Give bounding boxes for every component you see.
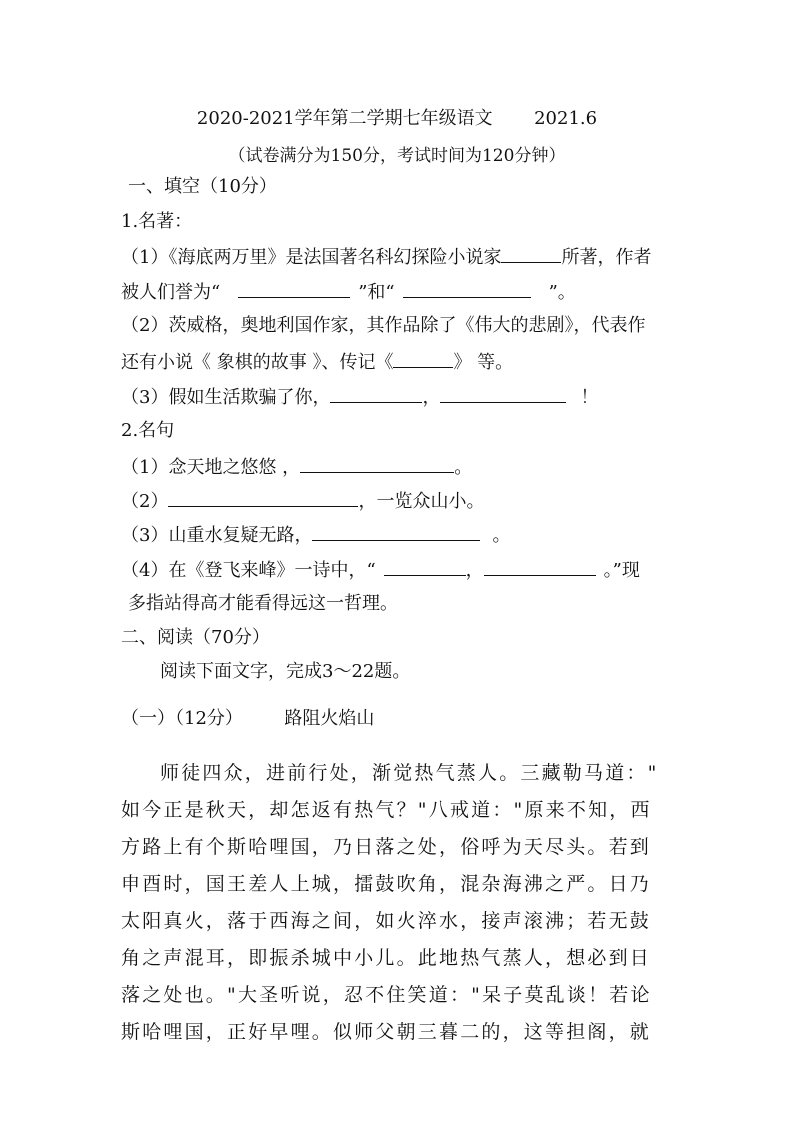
q2-item3: （3）山重水复疑无路， 。	[121, 522, 510, 548]
blank-verse-2[interactable]	[168, 488, 358, 507]
q2-label: 2.名句	[121, 420, 175, 441]
blank-biography[interactable]	[393, 349, 453, 368]
part1-header	[121, 707, 374, 731]
blank-poem-2[interactable]	[440, 384, 566, 403]
blank-verse-4[interactable]	[384, 557, 466, 576]
blank-verse-3[interactable]	[312, 522, 480, 541]
blank-title-2[interactable]	[403, 279, 531, 298]
q1-item1-line1: （1）《海底两万里》是法国著名科幻探险小说家 所著，作者	[121, 244, 651, 270]
section2-heading: 二、阅读（70分）	[121, 627, 270, 648]
part1-label: （一）（12分）	[121, 708, 243, 729]
blank-author[interactable]	[501, 244, 561, 263]
q2-item4-line2: 多指站得高才能看得远这一哲理。	[128, 593, 398, 614]
q2-item4-line1: （4）在《登飞来峰》一诗中，“ ， 。”现	[121, 557, 640, 583]
blank-title-1[interactable]	[238, 279, 350, 298]
exam-title-line	[0, 104, 794, 130]
passage-line: 申酉时，国王差人上城，擂鼓吹角，混杂海沸之严。日乃	[121, 873, 652, 895]
passage-line: 角之声混耳，即振杀城中小儿。此地热气蒸人，想必到日	[121, 947, 652, 969]
q1-label: 1.名著：	[121, 211, 193, 232]
blank-poem-1[interactable]	[330, 384, 422, 403]
part1-title: 路阻火焰山	[284, 708, 375, 729]
blank-verse-5[interactable]	[484, 557, 596, 576]
passage-line: 如今正是秋天，却怎返有热气？"八戒道："原来不知，西	[121, 799, 652, 821]
q1-item1-line2: 被人们誉为“ ”和“ ”。	[121, 279, 576, 305]
section1-heading: 一、填空（10分）	[128, 176, 277, 197]
q2-item2: （2） ，一览众山小。	[121, 488, 484, 514]
exam-date: 2021.6	[534, 108, 598, 129]
section2-instruction: 阅读下面文字，完成3～22题。	[160, 661, 411, 682]
q1-item3: （3）假如生活欺骗了你， ， ！	[121, 384, 598, 410]
passage-line: 太阳真火，落于西海之间，如火淬水，接声滚沸；若无鼓	[121, 910, 652, 932]
q1-item2-line1: （2）茨威格，奥地利国作家，其作品除了《伟大的悲剧》，代表作	[121, 315, 646, 336]
exam-title: 2020-2021学年第二学期七年级语文	[196, 108, 493, 129]
exam-subtitle: （试卷满分为150分，考试时间为120分钟）	[228, 146, 566, 166]
passage-line: 落之处也。"大圣听说，忍不住笑道："呆子莫乱谈！若论	[121, 984, 652, 1006]
blank-verse-1[interactable]	[300, 454, 454, 473]
passage-line: 师徒四众，进前行处，渐觉热气蒸人。三藏勒马道："	[160, 762, 659, 784]
passage-line: 斯哈哩国，正好早哩。似师父朝三暮二的，这等担阁，就	[121, 1021, 652, 1043]
passage-line: 方路上有个斯哈哩国，乃日落之处，俗呼为天尽头。若到	[121, 836, 652, 858]
q2-item1: （1）念天地之悠悠 ， 。	[121, 454, 472, 480]
q1-item2-line2: 还有小说《 象棋的故事 》、传记《 》 等。	[121, 349, 513, 375]
